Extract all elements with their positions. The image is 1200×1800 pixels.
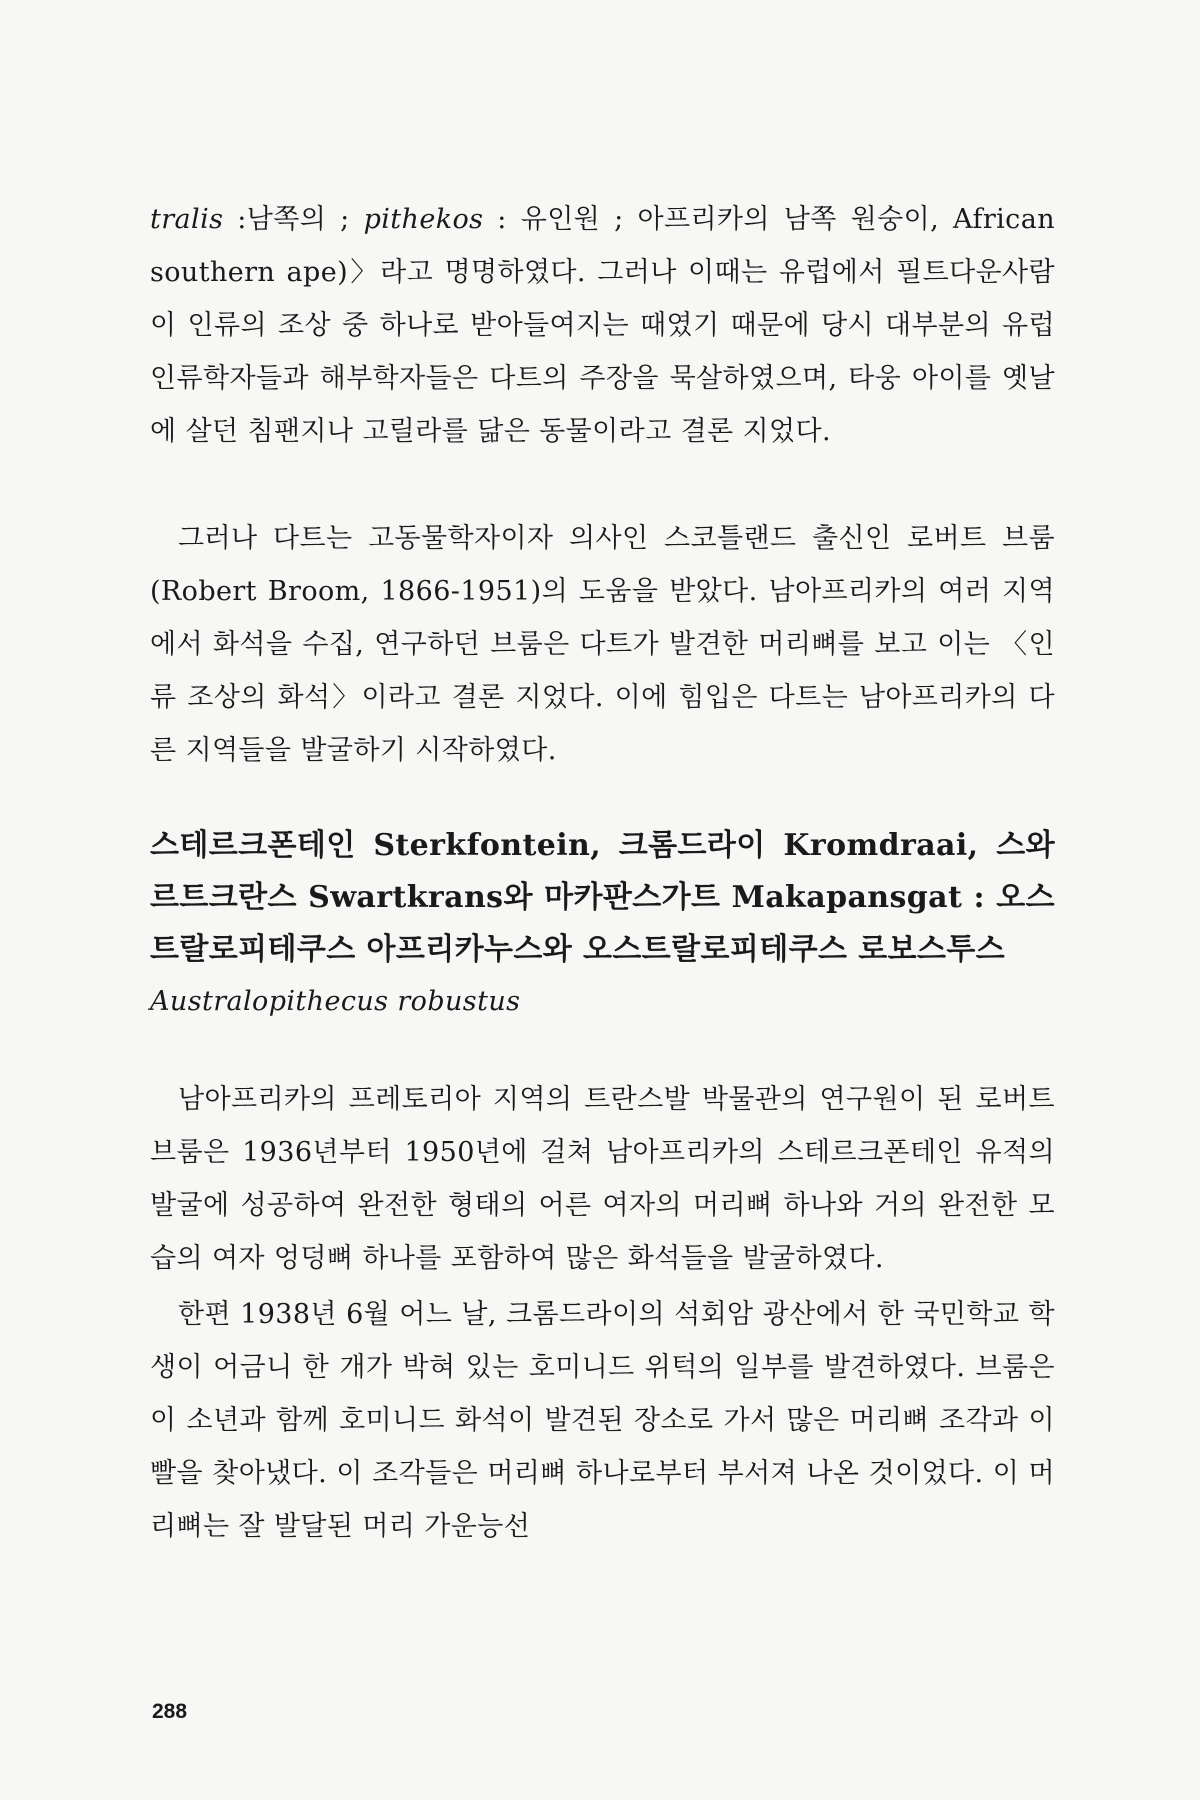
paragraph-2 bbox=[150, 512, 1055, 777]
paragraph-4-text: 한편 1938년 6월 어느 날, 크롬드라이의 석회암 광산에서 한 국민학교 학생이 어금니 한 개가 박혀 있는 호미니드 위턱의 일부를 발견하였다. 브룸은 이 소년과 함께 호미니드 화석이 발견된 장소로 가서 많은 머리뼈 조각과 이빨을 찾아냈다. 이 조각들은 머리뼈 하나로부터 부서져 나온 것이었다. 이 머리뼈는 잘 발달된 머리 가운능선 bbox=[150, 1299, 1055, 1542]
paragraph-3 bbox=[150, 1073, 1055, 1285]
latin-term-tralis: tralis bbox=[150, 204, 224, 235]
paragraph-2-text: 그러나 다트는 고동물학자이자 의사인 스코틀랜드 출신인 로버트 브룸(Robert Broom, 1866-1951)의 도움을 받았다. 남아프리카의 여러 지역에서 화석을 수집, 연구하던 브룸은 다트가 발견한 머리뼈를 보고 이는 〈인류 조상의 화석〉이라고 결론 지었다. 이에 힘입은 다트는 남아프리카의 다른 지역들을 발굴하기 시작하였다. bbox=[150, 523, 1055, 766]
paragraph-1-text: : 유인원 ; 아프리카의 남쪽 원숭이, African southern ape)〉라고 명명하였다. 그러나 이때는 유럽에서 필트다운사람이 인류의 조상 중 하나로 받아들여지는 때였기 때문에 당시 대부분의 유럽 인류학자들과 해부학자들은 다트의 주장을 묵살하였으며, 타웅 아이를 옛날에 살던 침팬지나 고릴라를 닮은 동물이라고 결론 지었다. bbox=[150, 204, 1055, 447]
paragraph-4 bbox=[150, 1288, 1055, 1553]
page-number: 288 bbox=[152, 1700, 188, 1723]
gloss-1: :남쪽의 ; bbox=[223, 204, 364, 235]
greek-term-pithekos: pithekos bbox=[363, 204, 484, 235]
paragraph-1 bbox=[150, 193, 1055, 458]
section-heading bbox=[150, 820, 1055, 1028]
section-heading-species: Australopithecus robustus bbox=[150, 986, 521, 1017]
section-heading-title: 스테르크폰테인 Sterkfontein, 크롬드라이 Kromdraai, 스와르트크란스 Swartkrans와 마카판스가트 Makapansgat : 오스트랄로피테쿠스 아프리카누스와 오스트랄로피테쿠스 로보스투스 bbox=[150, 828, 1055, 967]
paragraph-3-text: 남아프리카의 프레토리아 지역의 트란스발 박물관의 연구원이 된 로버트 브룸은 1936년부터 1950년에 걸쳐 남아프리카의 스테르크폰테인 유적의 발굴에 성공하여 완전한 형태의 어른 여자의 머리뼈 하나와 거의 완전한 모습의 여자 엉덩뼈 하나를 포함하여 많은 화석들을 발굴하였다. bbox=[150, 1084, 1055, 1274]
